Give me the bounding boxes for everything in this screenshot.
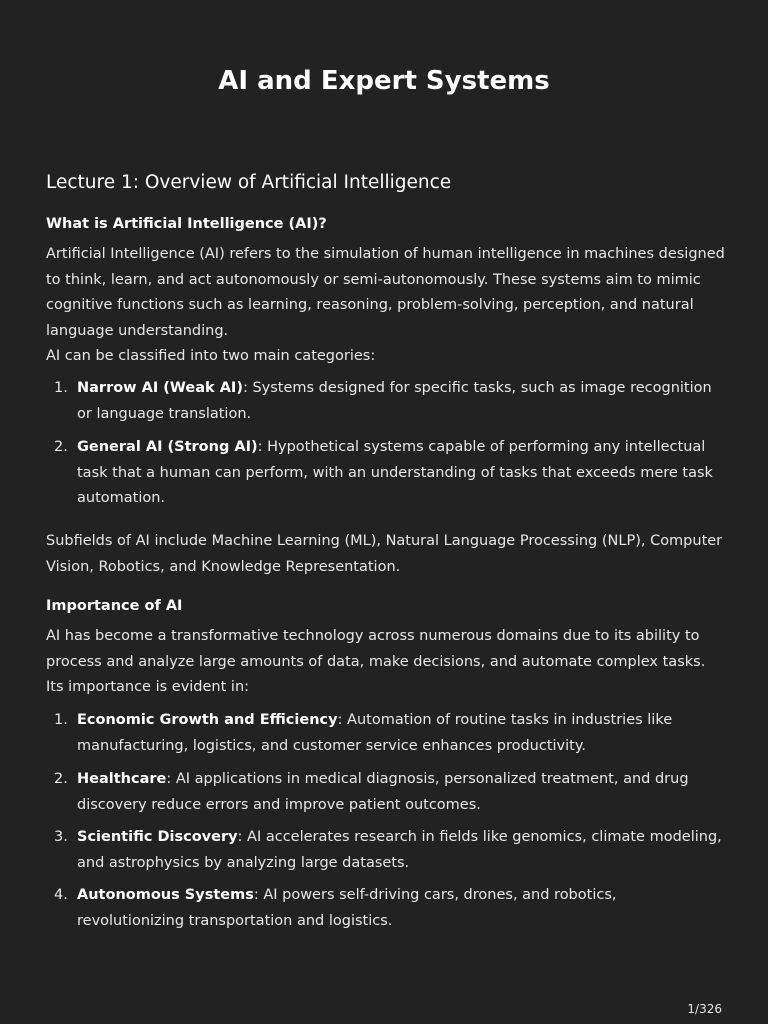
- subfields-wrapper: [46, 529, 726, 580]
- list-number: 2.: [54, 439, 68, 455]
- list-term: Narrow AI (Weak AI): [77, 380, 243, 396]
- importance-heading: Importance of AI: [46, 598, 183, 614]
- list-term: Economic Growth and Efficiency: [77, 712, 338, 728]
- list-description: : Automation of routine tasks in industries like manufacturing, logistics, and customer service enhances productivity.: [77, 712, 673, 754]
- list-item: [46, 435, 726, 512]
- importance-body: [46, 624, 726, 701]
- list-description: : AI applications in medical diagnosis, personalized treatment, and drug discovery reduce errors and improve patient outcomes.: [77, 771, 689, 813]
- list-item: [46, 883, 726, 934]
- list-term: General AI (Strong AI): [77, 439, 258, 455]
- list-item: [46, 708, 726, 759]
- list-number: 2.: [54, 771, 68, 787]
- list-term: Autonomous Systems: [77, 887, 254, 903]
- list-number: 3.: [54, 829, 68, 845]
- what-is-ai-heading: What is Artificial Intelligence (AI)?: [46, 216, 327, 232]
- page-indicator: 1/326: [687, 1002, 722, 1016]
- list-number: 1.: [54, 380, 68, 396]
- list-item: [46, 825, 726, 876]
- what-is-ai-section: [46, 213, 726, 235]
- list-description: : AI accelerates research in fields like genomics, climate modeling, and astrophysics by analyzing large datasets.: [77, 829, 722, 871]
- importance-section: [46, 595, 726, 617]
- list-description: : AI powers self-driving cars, drones, and robotics, revolutionizing transportation and logistics.: [77, 887, 617, 929]
- importance-list: [46, 708, 726, 934]
- list-description: : Systems designed for specific tasks, such as image recognition or language translation.: [77, 380, 712, 422]
- categories-list-wrapper: [46, 376, 726, 512]
- document-title: AI and Expert Systems: [218, 66, 550, 96]
- list-term: Healthcare: [77, 771, 167, 787]
- what-is-ai-paragraph: Artificial Intelligence (AI) refers to the simulation of human intelligence in machines designed to think, learn, and act autonomously or semi-autonomously. These systems aim to mimic cognitive functions such as learning, reasoning, problem-solving, perception, and natural language understanding.: [46, 246, 725, 339]
- list-number: 1.: [54, 712, 68, 728]
- what-is-ai-body: [46, 242, 726, 370]
- list-term: Scientific Discovery: [77, 829, 238, 845]
- importance-paragraph: AI has become a transformative technology across numerous domains due to its ability to process and analyze large amounts of data, make decisions, and automate complex tasks. Its importance is evident in:: [46, 628, 706, 695]
- list-item: [46, 767, 726, 818]
- lecture-title: Lecture 1: Overview of Artificial Intelligence: [46, 172, 452, 193]
- categories-intro: AI can be classified into two main categories:: [46, 348, 376, 364]
- categories-list: [46, 376, 726, 512]
- list-number: 4.: [54, 887, 68, 903]
- list-item: [46, 376, 726, 427]
- importance-list-wrapper: [46, 708, 726, 934]
- subfields-paragraph: Subfields of AI include Machine Learning (ML), Natural Language Processing (NLP), Computer Vision, Robotics, and Knowledge Representation.: [46, 533, 723, 575]
- list-description: : Hypothetical systems capable of performing any intellectual task that a human can perform, with an understanding of tasks that exceeds mere task automation.: [77, 439, 713, 506]
